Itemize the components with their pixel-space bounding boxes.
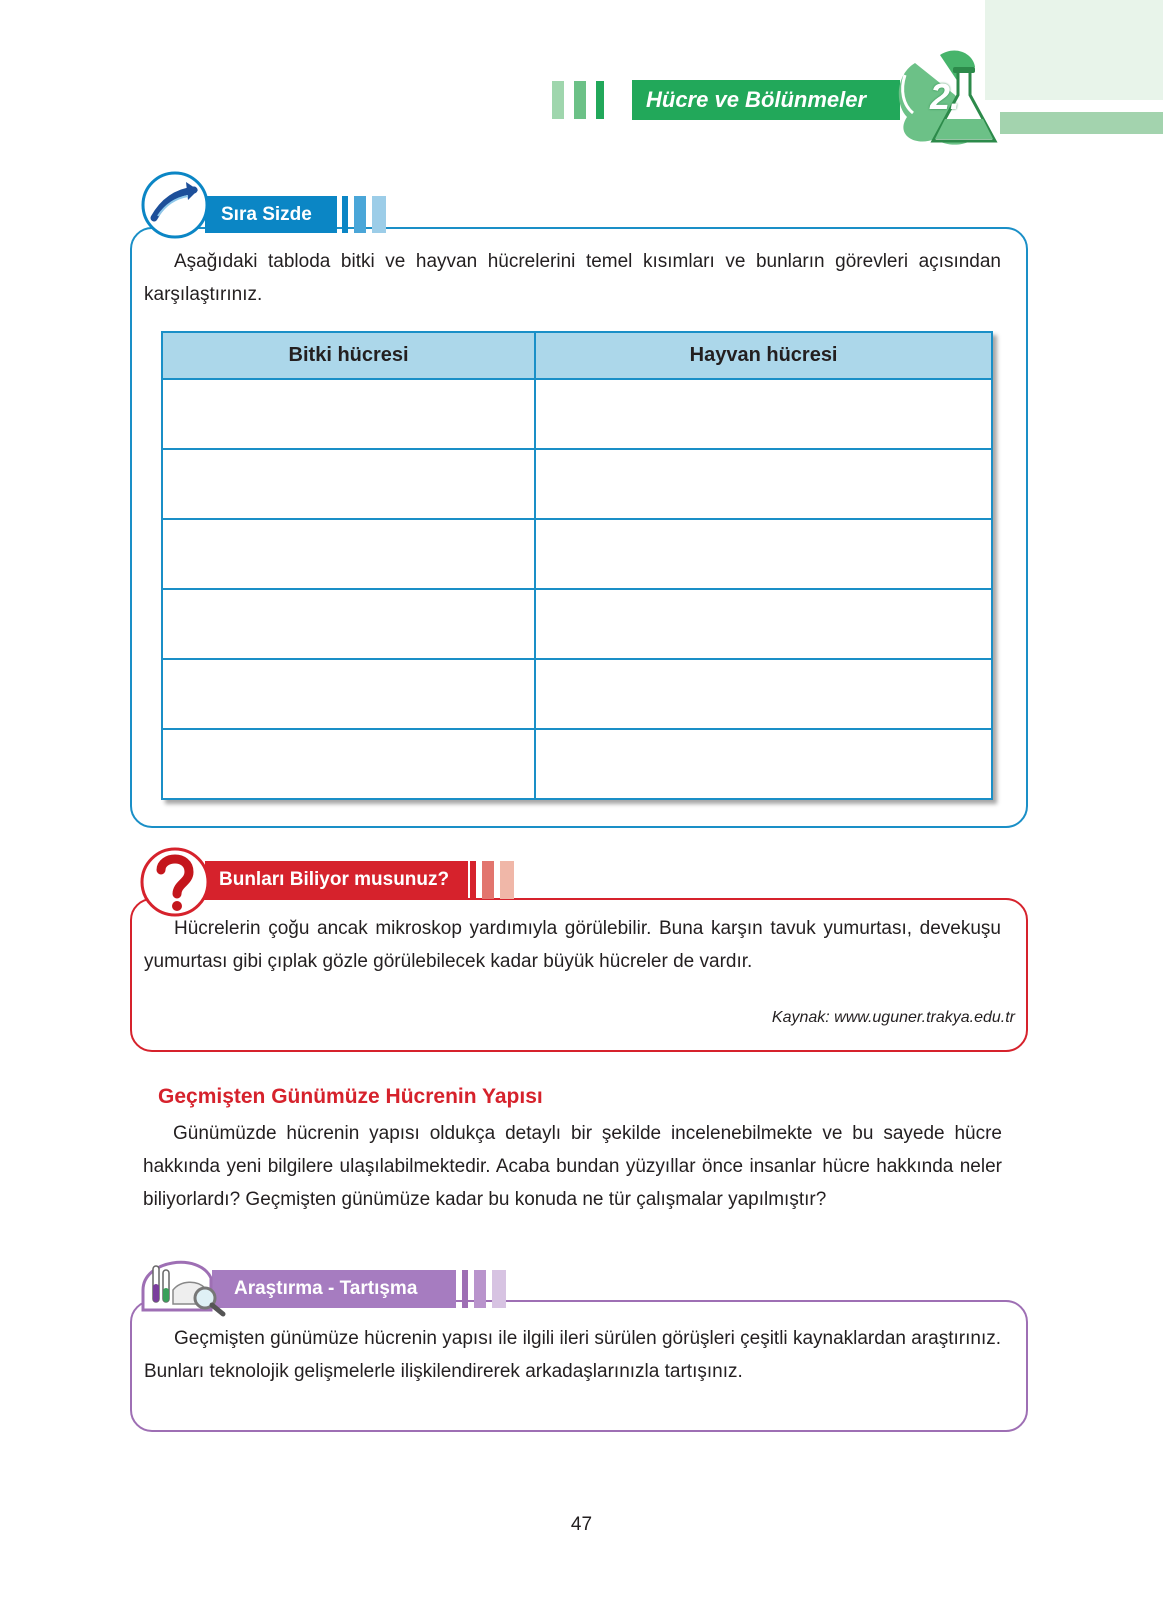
header-stripe — [596, 81, 604, 119]
page-number: 47 — [570, 1514, 593, 1535]
arrow-badge-icon — [140, 170, 210, 240]
table-cell[interactable] — [162, 729, 535, 799]
label-stripe — [482, 861, 494, 899]
arastirma-box — [130, 1300, 1028, 1432]
sira-sizde-label: Sıra Sizde — [205, 196, 337, 233]
label-stripe — [492, 1270, 506, 1308]
column-header-bitki: Bitki hücresi — [162, 332, 535, 379]
table-row — [162, 659, 992, 729]
table-cell[interactable] — [162, 379, 535, 449]
arastirma-text: Geçmişten günümüze hücrenin yapısı ile ilgili ileri sürülen görüşleri çeşitli kaynaklardan araştırınız. Bunları teknolojik gelişmelerle ilişkilendirerek arkadaşlarınızla tartışınız. — [144, 1328, 1001, 1382]
bilgi-source: Kaynak: www.uguner.trakya.edu.tr — [771, 1009, 1015, 1026]
header-stripe — [574, 81, 586, 119]
label-stripe — [462, 1270, 468, 1308]
section-text: Günümüzde hücrenin yapısı oldukça detaylı bir şekilde incelenebilmekte ve bu sayede hücre hakkında yeni bilgilere ulaşılabilmektedir. Acaba bundan yüzyıllar önce insanlar hücre hakkında neler biliyorlardı? Geçmişten günümüze kadar bu konuda ne tür çalışmalar yapılmıştır? — [143, 1123, 1002, 1210]
arastirma-label: Araştırma - Tartışma — [212, 1270, 456, 1308]
table-cell[interactable] — [162, 659, 535, 729]
header-stripe — [552, 81, 564, 119]
table-cell[interactable] — [162, 449, 535, 519]
table-row — [162, 379, 992, 449]
table-cell[interactable] — [535, 519, 992, 589]
table-row — [162, 729, 992, 799]
table-row — [162, 589, 992, 659]
comparison-table — [161, 331, 993, 800]
question-mark-icon — [139, 846, 211, 918]
bilgi-text: Hücrelerin çoğu ancak mikroskop yardımıyla görülebilir. Buna karşın tavuk yumurtası, devekuşu yumurtası gibi çıplak gözle görülebilecek kadar büyük hücreler de vardır. — [144, 918, 1001, 972]
table-cell[interactable] — [535, 449, 992, 519]
table-row — [162, 519, 992, 589]
label-stripe — [354, 196, 366, 233]
label-stripe — [372, 196, 386, 233]
table-cell[interactable] — [162, 519, 535, 589]
table-header-row — [162, 332, 992, 379]
label-stripe — [470, 861, 476, 899]
section-title: Geçmişten Günümüze Hücrenin Yapısı — [158, 1085, 543, 1108]
chapter-title: Hücre ve Bölünmeler — [632, 80, 900, 120]
table-cell[interactable] — [535, 659, 992, 729]
table-cell[interactable] — [162, 589, 535, 659]
label-stripe — [500, 861, 514, 899]
header-green-strip — [1000, 112, 1163, 134]
chapter-number: 2. — [930, 76, 961, 117]
table-cell[interactable] — [535, 589, 992, 659]
column-header-hayvan: Hayvan hücresi — [535, 332, 992, 379]
table-row — [162, 449, 992, 519]
table-cell[interactable] — [535, 379, 992, 449]
sira-sizde-instruction: Aşağıdaki tabloda bitki ve hayvan hücrelerini temel kısımları ve bunların görevleri açısından karşılaştırınız. — [144, 251, 1001, 305]
bilgi-label: Bunları Biliyor musunuz? — [205, 861, 468, 899]
research-tools-icon — [139, 1250, 229, 1318]
table-cell[interactable] — [535, 729, 992, 799]
label-stripe — [474, 1270, 486, 1308]
bilgi-box — [130, 898, 1028, 1052]
label-stripe — [342, 196, 348, 233]
